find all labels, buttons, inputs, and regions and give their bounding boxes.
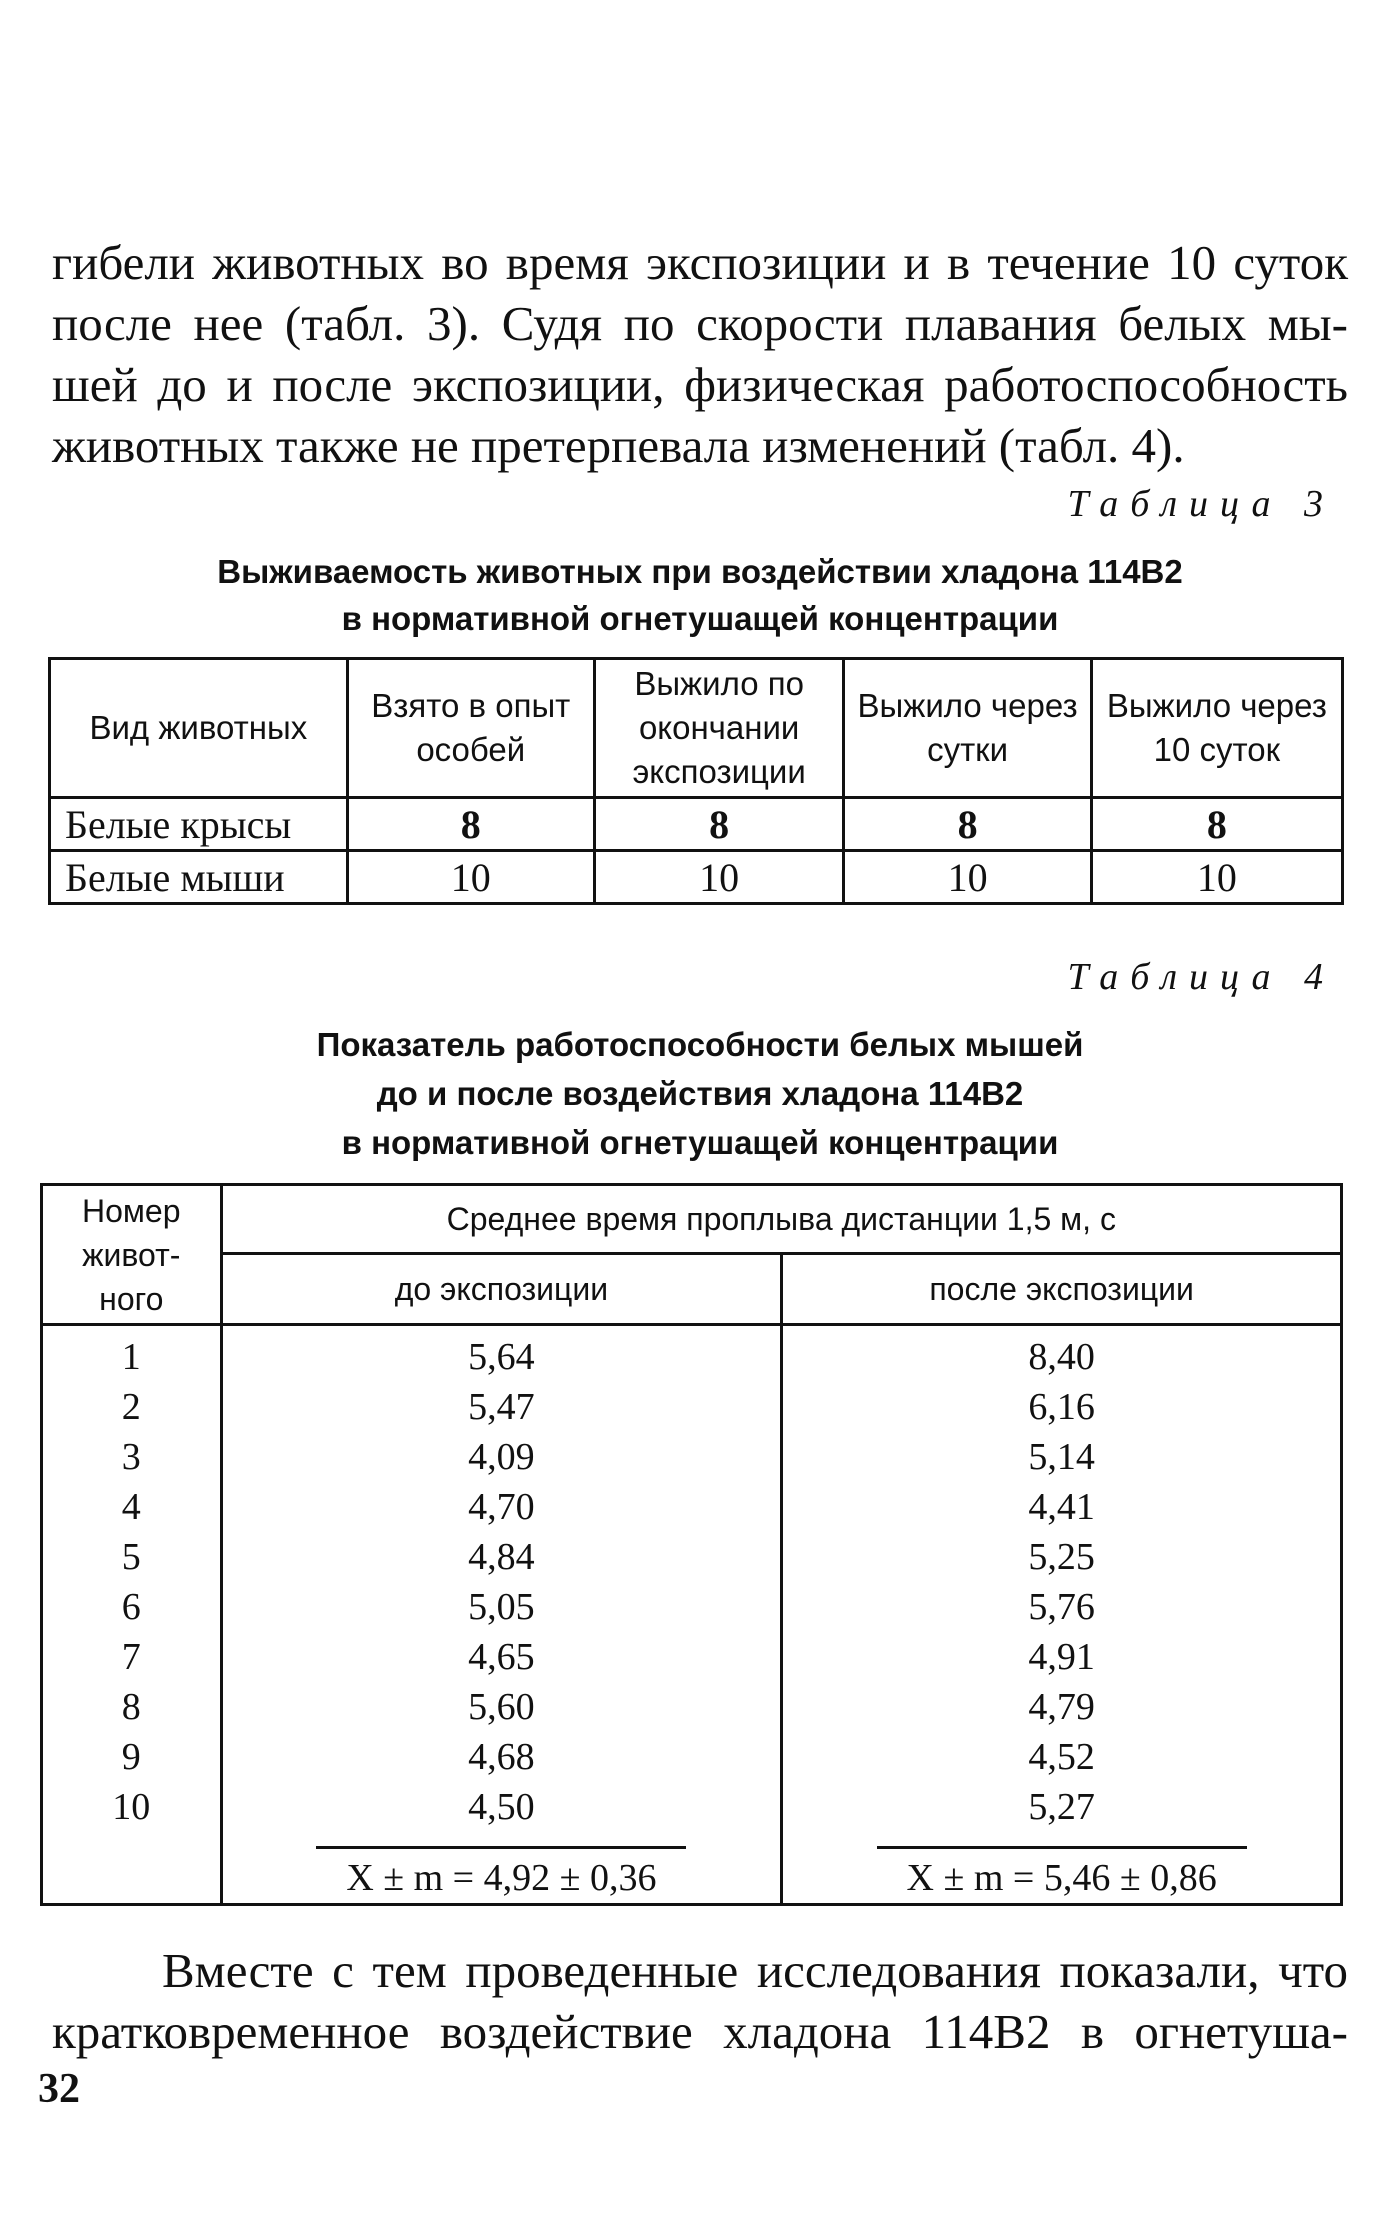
table4-before-value: 5,64 <box>468 1336 535 1378</box>
table4-header-row <box>42 1185 1342 1254</box>
table3-header-cell: Вид животных <box>50 659 348 798</box>
table3-cell: 10 <box>347 851 594 904</box>
table4-header-group: Среднее время проплыва дистанции 1,5 м, с <box>221 1185 1341 1254</box>
table4-number: 8 <box>121 1686 141 1728</box>
paragraph-line: животных также не претерпевала изменений (табл. 4). <box>52 418 1185 473</box>
table4-caption-line2: до и после воздействия хладона 114В2 <box>376 1075 1024 1112</box>
table4-number: 5 <box>121 1536 141 1578</box>
table-row <box>50 851 1343 904</box>
table4-after-value: 4,79 <box>1028 1686 1095 1728</box>
table3-cell: 10 <box>1091 851 1342 904</box>
table3-header-cell: Взято в опыт особей <box>347 659 594 798</box>
table4 <box>40 1183 1343 1906</box>
table4-after-value: 5,76 <box>1028 1586 1095 1628</box>
table4-before-value: 4,68 <box>468 1736 535 1778</box>
table4-after-value: 4,41 <box>1028 1486 1095 1528</box>
table4-number: 6 <box>121 1586 141 1628</box>
page-number: 32 <box>38 2066 80 2112</box>
table4-before-value: 4,84 <box>468 1536 535 1578</box>
table4-caption-line1: Показатель работоспособности белых мышей <box>316 1026 1084 1063</box>
table3-cell: 10 <box>844 851 1091 904</box>
table3-cell: 8 <box>1091 798 1342 851</box>
table4-before-value: 5,05 <box>468 1586 535 1628</box>
paragraph-line: Вместе с тем проведенные исследования показали, что <box>162 1943 1348 1998</box>
paragraph-bottom <box>52 1940 1348 2062</box>
paragraph-line: гибели животных во время экспозиции и в течение 10 суток <box>52 235 1348 290</box>
table3-header-cell: Выжило по окончании экспозиции <box>594 659 844 798</box>
table3-header-cell: Выжило через сутки <box>844 659 1091 798</box>
table4-before-column <box>221 1325 782 1905</box>
table4-number: 9 <box>121 1736 141 1778</box>
table3-header-row <box>50 659 1343 798</box>
table3-row-name: Белые крысы <box>50 798 348 851</box>
table3-label: Таблица 3 <box>1067 483 1335 525</box>
table3-row-name: Белые мыши <box>50 851 348 904</box>
table3-cell: 8 <box>347 798 594 851</box>
table4-header-number: Номер живот- ного <box>42 1185 222 1325</box>
table4-mean-before: X ± m = 4,92 ± 0,36 <box>316 1846 686 1901</box>
table4-before-value: 5,60 <box>468 1686 535 1728</box>
table-row <box>50 798 1343 851</box>
table4-before-value: 4,70 <box>468 1486 535 1528</box>
table4-mean-after: X ± m = 5,46 ± 0,86 <box>877 1846 1247 1901</box>
table3-cell: 10 <box>594 851 844 904</box>
paragraph-top <box>52 232 1348 476</box>
table3-caption-line1: Выживаемость животных при воздействии хладона 114В2 <box>217 553 1183 590</box>
table4-after-column <box>782 1325 1342 1905</box>
table4-body-row <box>42 1325 1342 1905</box>
table4-subheader-row <box>42 1254 1342 1325</box>
table4-number: 1 <box>121 1336 141 1378</box>
table4-after-value: 6,16 <box>1028 1386 1095 1428</box>
table3 <box>48 657 1344 905</box>
table4-after-value: 4,91 <box>1028 1636 1095 1678</box>
table4-number: 3 <box>121 1436 141 1478</box>
table4-after-value: 5,25 <box>1028 1536 1095 1578</box>
table3-cell: 8 <box>594 798 844 851</box>
table4-caption-line3: в нормативной огнетушащей концентрации <box>341 1124 1059 1161</box>
table4-before-value: 4,09 <box>468 1436 535 1478</box>
table4-after-value: 5,14 <box>1028 1436 1095 1478</box>
table4-after-value: 4,52 <box>1028 1736 1095 1778</box>
table4-number: 10 <box>112 1786 151 1828</box>
table4-number: 4 <box>121 1486 141 1528</box>
paragraph-line: кратковременное воздействие хладона 114В2 в огнетуша- <box>52 2004 1348 2059</box>
table4-before-value: 5,47 <box>468 1386 535 1428</box>
table4-number: 2 <box>121 1386 141 1428</box>
table4-before-value: 4,50 <box>468 1786 535 1828</box>
table4-number: 7 <box>121 1636 141 1678</box>
paragraph-line: шей до и после экспозиции, физическая работоспособность <box>52 357 1348 412</box>
table4-before-value: 4,65 <box>468 1636 535 1678</box>
table4-label: Таблица 4 <box>1067 956 1335 998</box>
table4-after-value: 8,40 <box>1028 1336 1095 1378</box>
table4-after-value: 5,27 <box>1028 1786 1095 1828</box>
table3-header-cell: Выжило через 10 суток <box>1091 659 1342 798</box>
table3-cell: 8 <box>844 798 1091 851</box>
table4-header-after: после экспозиции <box>782 1254 1342 1325</box>
table4-number-column <box>42 1325 222 1905</box>
paragraph-line: после нее (табл. 3). Судя по скорости плавания белых мы- <box>52 296 1348 351</box>
table3-caption-line2: в нормативной огнетушащей концентрации <box>341 600 1059 637</box>
table4-header-before: до экспозиции <box>221 1254 782 1325</box>
